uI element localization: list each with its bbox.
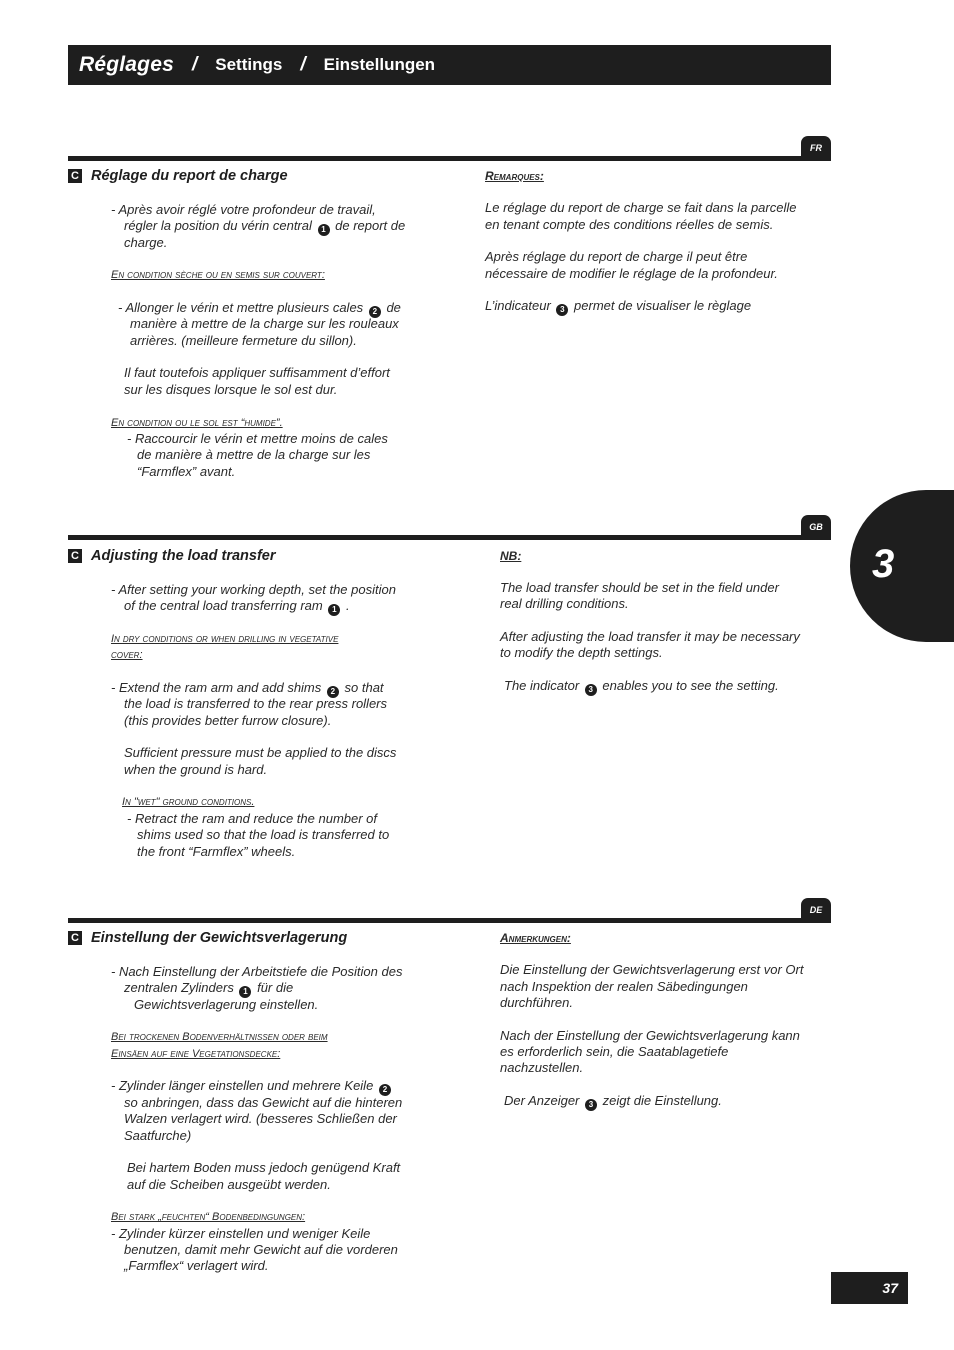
lang-tab-de: DE [801, 898, 831, 920]
fr-subheading: En condition sèche ou en semis sur couvert: [111, 269, 325, 281]
fr-note-line: nécessaire de modifier le réglage de la profondeur. [485, 266, 778, 281]
callout-2-icon: 2 [379, 1084, 391, 1096]
callout-3-icon: 3 [585, 1099, 597, 1111]
callout-2-icon: 2 [327, 686, 339, 698]
page-number: 37 [831, 1272, 908, 1304]
fr-text-line: arrières. (meilleure fermeture du sillon). [130, 333, 357, 348]
callout-2-icon: 2 [369, 306, 381, 318]
chapter-number: 3 [872, 542, 895, 586]
fr-text-line: de manière à mettre de la charge sur les [137, 447, 371, 462]
fr-note-line: Le réglage du report de charge se fait dans la parcelle [485, 200, 797, 215]
section-title-text: Adjusting the load transfer [91, 548, 276, 564]
gb-text-line: - After setting your working depth, set the position [111, 582, 396, 597]
section-title-de [68, 930, 347, 946]
section-title-text: Einstellung der Gewichtsverlagerung [91, 930, 348, 946]
de-notes-heading: Anmerkungen: [500, 931, 571, 945]
de-text-line: zentralen Zylinders 1 für die [124, 980, 293, 998]
callout-1-icon: 1 [239, 986, 251, 998]
de-text-line: „Farmflex“ verlagert wird. [124, 1258, 269, 1273]
fr-text-line: manière à mettre de la charge sur les rouleaux [130, 316, 399, 331]
gb-text-line: when the ground is hard. [124, 762, 268, 777]
de-note-line: durchführen. [500, 995, 573, 1010]
de-text-line: - Nach Einstellung der Arbeitstiefe die Position des [111, 964, 403, 979]
de-subheading: Bei stark „feuchten“ Bodenbedingungen: [111, 1211, 306, 1223]
header-separator: / [191, 54, 198, 75]
gb-note-line: After adjusting the load transfer it may be necessary [500, 629, 800, 644]
gb-notes-heading: NB: [500, 549, 522, 563]
fr-text-line: - Après avoir réglé votre profondeur de travail, [111, 202, 376, 217]
section-rule-de [68, 918, 831, 923]
gb-text-line: (this provides better furrow closure). [124, 713, 332, 728]
de-text-line: - Zylinder länger einstellen und mehrere Keile 2 [111, 1078, 393, 1096]
de-subheading: Einsäen auf eine Vegetationsdecke: [111, 1048, 281, 1060]
gb-subheading: In dry conditions or when drilling in vegetative [111, 633, 339, 645]
de-text-line: Walzen verlagert wird. (besseres Schließen der [124, 1111, 397, 1126]
header-title-fr: Réglages [79, 53, 174, 76]
de-text-line: Saatfurche) [124, 1128, 192, 1143]
callout-3-icon: 3 [585, 684, 597, 696]
page-header [68, 45, 831, 85]
de-text-line: Gewichtsverlagerung einstellen. [134, 997, 319, 1012]
callout-3-icon: 3 [556, 304, 568, 316]
header-separator: / [300, 54, 306, 75]
fr-text-line: Il faut toutefois appliquer suffisamment d’effort [124, 365, 390, 380]
section-rule-fr [68, 156, 831, 161]
gb-text-line: shims used so that the load is transferred to [137, 827, 390, 842]
gb-note-line: to modify the depth settings. [500, 645, 663, 660]
de-note-line: es erforderlich sein, die Saatablagetiefe [500, 1044, 729, 1059]
gb-text-line: - Extend the ram arm and add shims 2 so that [111, 680, 384, 698]
gb-note-line: The indicator 3 enables you to see the setting. [504, 678, 779, 696]
lang-tab-gb: GB [801, 515, 831, 537]
de-note-line: Nach der Einstellung der Gewichtsverlagerung kann [500, 1028, 800, 1043]
section-letter-badge: C [68, 931, 82, 945]
gb-text-line: Sufficient pressure must be applied to the discs [124, 745, 397, 760]
chapter-tab [850, 490, 954, 642]
de-text-line: auf die Scheiben ausgeübt werden. [127, 1177, 331, 1192]
header-title-gb: Settings [215, 55, 283, 74]
de-note-line: nach Inspektion der realen Säbedingungen [500, 979, 748, 994]
de-note-line: Der Anzeiger 3 zeigt die Einstellung. [504, 1093, 722, 1111]
lang-tab-fr: FR [801, 136, 831, 158]
gb-subheading: cover: [111, 649, 143, 661]
gb-text-line: the front “Farmflex” wheels. [137, 844, 296, 859]
fr-note-line: en tenant compte des conditions réelles de semis. [485, 217, 774, 232]
gb-subheading: In "wet" ground conditions. [122, 796, 255, 808]
fr-text-line: - Raccourcir le vérin et mettre moins de cales [127, 431, 388, 446]
gb-text-line: of the central load transferring ram 1 . [124, 598, 350, 616]
gb-note-line: real drilling conditions. [500, 596, 629, 611]
gb-note-line: The load transfer should be set in the field under [500, 580, 779, 595]
gb-text-line: - Retract the ram and reduce the number of [127, 811, 378, 826]
fr-text-line: “Farmflex” avant. [137, 464, 236, 479]
de-text-line: benutzen, damit mehr Gewicht auf die vorderen [124, 1242, 398, 1257]
section-rule-gb [68, 535, 831, 540]
fr-text-line: sur les disques lorsque le sol est dur. [124, 382, 338, 397]
section-title-gb [68, 548, 276, 564]
section-letter-badge: C [68, 549, 82, 563]
de-text-line: so anbringen, dass das Gewicht auf die hinteren [124, 1095, 403, 1110]
fr-note-line: L’indicateur 3 permet de visualiser le règlage [485, 298, 751, 316]
section-title-fr [68, 168, 288, 184]
fr-subheading: En condition ou le sol est “humide”. [111, 417, 283, 429]
section-letter-badge: C [68, 169, 82, 183]
de-text-line: Bei hartem Boden muss jedoch genügend Kraft [127, 1160, 401, 1175]
fr-note-line: Après réglage du report de charge il peut être [485, 249, 748, 264]
de-note-line: Die Einstellung der Gewichtsverlagerung erst vor Ort [500, 962, 804, 977]
de-note-line: nachzustellen. [500, 1060, 584, 1075]
fr-text-line: - Allonger le vérin et mettre plusieurs cales 2 de [118, 300, 401, 318]
fr-notes-heading: Remarques: [485, 169, 544, 183]
de-subheading: Bei trockenen Bodenverhältnissen oder beim [111, 1031, 328, 1043]
de-text-line: - Zylinder kürzer einstellen und weniger Keile [111, 1226, 371, 1241]
header-title-de: Einstellungen [323, 55, 436, 74]
fr-text-line: régler la position du vérin central 1 de report de [124, 218, 405, 236]
fr-text-line: charge. [124, 235, 168, 250]
section-title-text: Réglage du report de charge [91, 168, 288, 184]
callout-1-icon: 1 [318, 224, 330, 236]
gb-text-line: the load is transferred to the rear press rollers [124, 696, 388, 711]
callout-1-icon: 1 [328, 604, 340, 616]
